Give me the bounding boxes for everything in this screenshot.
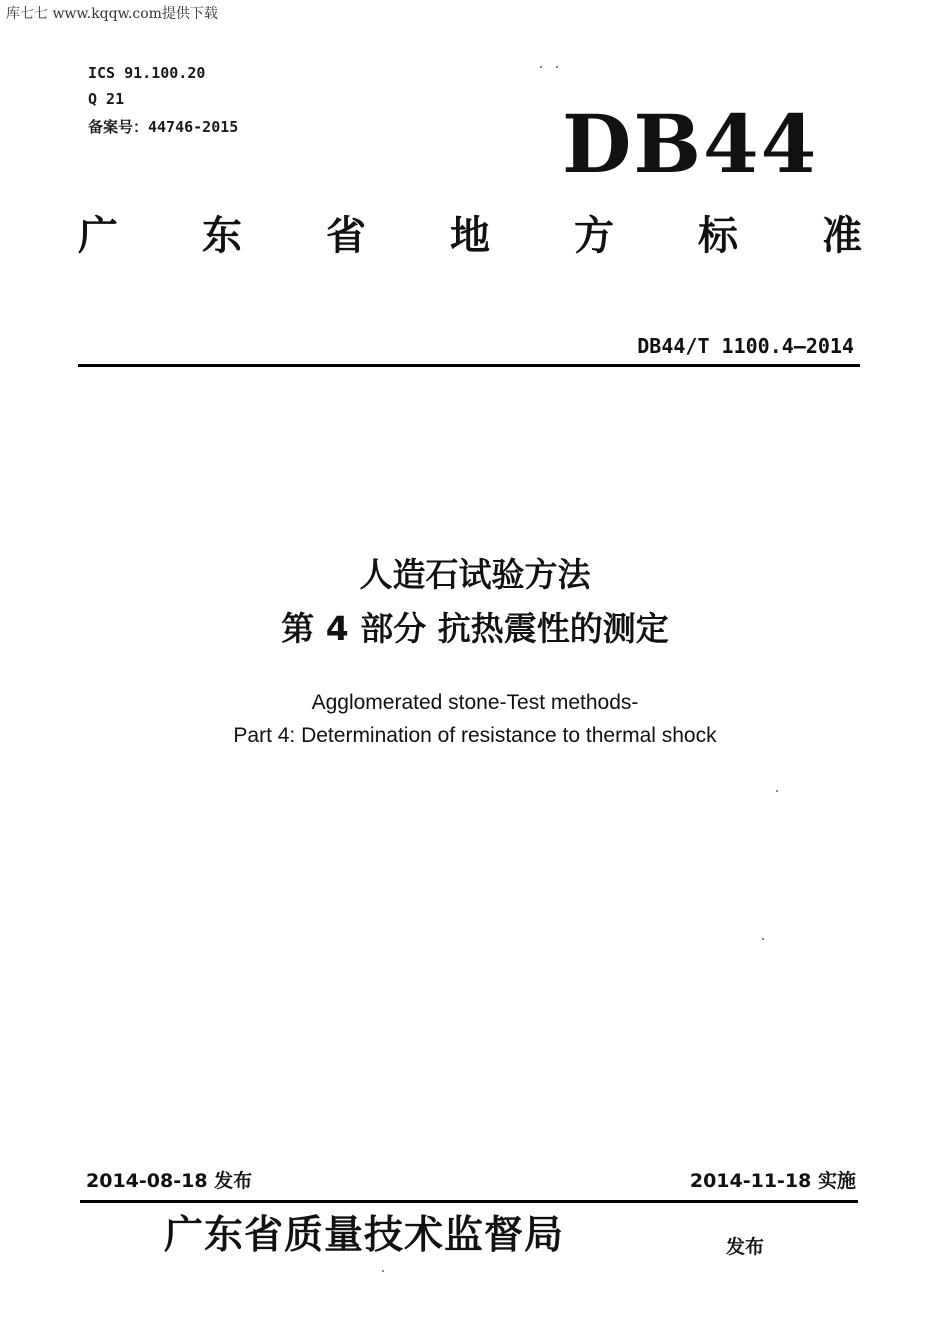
issue-label: 发布 xyxy=(726,1236,765,1258)
publish-date: 2014-08-18 发布 xyxy=(86,1170,253,1192)
standard-type-char: 东 xyxy=(202,213,242,259)
standard-type-char: 广 xyxy=(78,213,118,259)
issuer-name: 广东省质量技术监督局 xyxy=(164,1212,565,1258)
scan-speck xyxy=(382,1270,384,1272)
watermark-text: 库七七 www.kqqw.com提供下载 xyxy=(6,6,218,22)
scan-speck xyxy=(776,790,778,792)
standard-type-char: 准 xyxy=(822,213,862,259)
standard-type-char: 省 xyxy=(326,213,366,259)
standard-type-char: 标 xyxy=(698,213,738,259)
title-cn-line2: 第 4 部分 抗热震性的测定 xyxy=(281,609,669,648)
scan-speck xyxy=(540,66,542,68)
db44-logo: DB44 xyxy=(562,97,819,191)
title-en-line1: Agglomerated stone-Test methods- xyxy=(311,691,639,714)
standard-type-heading xyxy=(78,213,862,259)
scan-speck xyxy=(556,66,558,68)
ics-code: ICS 91.100.20 xyxy=(88,64,206,82)
ccs-code: Q 21 xyxy=(88,90,125,108)
standard-type-char: 地 xyxy=(450,213,490,259)
bottom-divider xyxy=(80,1200,858,1203)
implement-date: 2014-11-18 实施 xyxy=(689,1170,856,1192)
title-cn-line1: 人造石试验方法 xyxy=(359,555,591,594)
scan-speck xyxy=(762,938,764,940)
top-divider xyxy=(78,364,860,367)
record-number: 备案号：44746-2015 xyxy=(88,118,239,136)
standard-number: DB44/T 1100.4—2014 xyxy=(637,334,854,358)
title-en-line2: Part 4: Determination of resistance to thermal shock xyxy=(233,724,717,747)
standard-type-char: 方 xyxy=(574,213,614,259)
